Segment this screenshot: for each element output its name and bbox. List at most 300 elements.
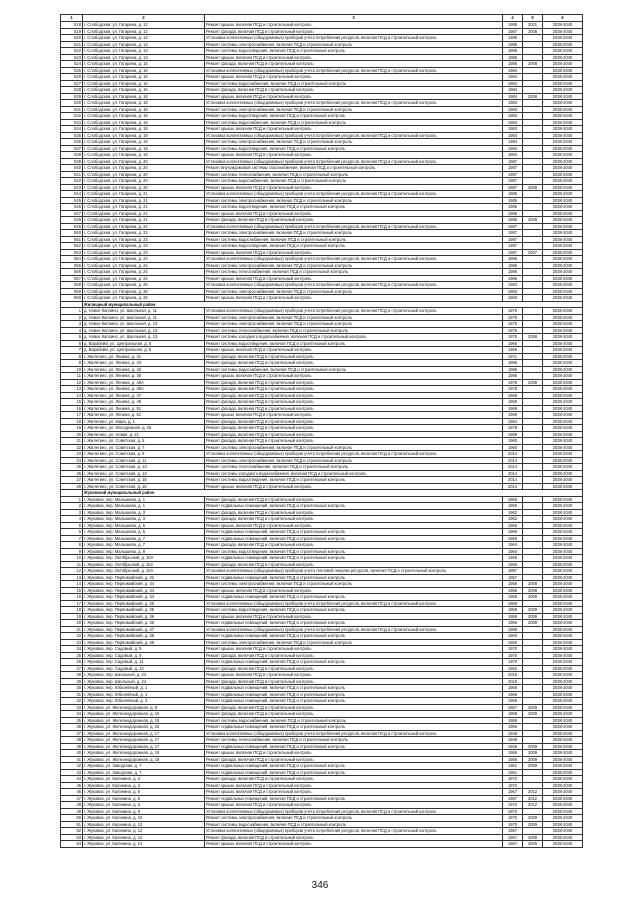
- year-built-cell: 1946: [503, 743, 523, 750]
- row-number: 540: [61, 165, 83, 172]
- planned-period-cell: 2038-2040: [543, 730, 583, 737]
- row-number: 25: [61, 652, 83, 659]
- last-repair-year-cell: 2009: [523, 704, 543, 711]
- year-built-cell: 1986: [503, 262, 523, 269]
- year-built-cell: 1987: [503, 243, 523, 250]
- work-type-cell: Ремонт фасада, включая ПСД и строительный контроль: [205, 386, 503, 393]
- planned-period-cell: 2038-2040: [543, 665, 583, 672]
- work-type-cell: Ремонт системы электроснабжения, включая ПСД и строительный контроль: [205, 581, 503, 588]
- planned-period-cell: 2038-2040: [543, 808, 583, 815]
- last-repair-year-cell: 2008: [523, 93, 543, 100]
- year-built-cell: 1959: [503, 717, 523, 724]
- year-built-cell: 1985: [503, 54, 523, 61]
- work-type-cell: Ремонт внутридомовой системы газоснабжения, включая ПСД и строительный контроль: [205, 165, 503, 172]
- work-type-cell: Ремонт крыши, включая ПСД и строительный контроль: [205, 74, 503, 81]
- last-repair-year-cell: 2008: [523, 334, 543, 341]
- row-number: 1: [61, 308, 83, 315]
- work-type-cell: Ремонт подвальных помещений, включая ПСД и строительный контроль: [205, 795, 503, 802]
- row-number: 538: [61, 152, 83, 159]
- year-built-cell: 1966: [503, 685, 523, 692]
- row-number: 546: [61, 204, 83, 211]
- address-cell: г. Жуковка, пер. Октябрьский, д. 10А: [83, 561, 205, 568]
- address-cell: г. Жуковка, пер. Первомайский, д. 32: [83, 574, 205, 581]
- planned-period-cell: 2038-2040: [543, 399, 583, 406]
- planned-period-cell: 2038-2040: [543, 678, 583, 685]
- address-cell: г. Слободская, ул. Гагарина, д. 23: [83, 243, 205, 250]
- address-cell: г. Слободская, ул. Гагарина, д. 21: [83, 204, 205, 211]
- work-type-cell: Ремонт системы водоснабжения, включая ПСД и строительный контроль: [205, 366, 503, 373]
- row-number: 528: [61, 87, 83, 94]
- year-built-cell: 1987: [503, 171, 523, 178]
- address-cell: г. Жуковка, ул. Заводская, д. 7: [83, 763, 205, 770]
- work-type-cell: Ремонт фасада, включая ПСД и строительный контроль: [205, 711, 503, 718]
- address-cell: г. Слободская, ул. Гагарина, д. 21: [83, 191, 205, 198]
- row-number: 525: [61, 67, 83, 74]
- row-number: 550: [61, 230, 83, 237]
- year-built-cell: 1955: [503, 581, 523, 588]
- address-cell: г. Слободская, ул. Гагарина, д. 20: [83, 178, 205, 185]
- work-type-cell: Ремонт подвальных помещений, включая ПСД и строительный контроль: [205, 620, 503, 627]
- planned-period-cell: 2038-2040: [543, 28, 583, 35]
- row-number: 39: [61, 743, 83, 750]
- row-number: 26: [61, 659, 83, 666]
- work-type-cell: Ремонт крыши, включая ПСД и строительный контроль: [205, 93, 503, 100]
- year-built-cell: 1985: [503, 41, 523, 48]
- address-cell: г. Жуковка, ул. Калинина, д. 6: [83, 802, 205, 809]
- address-cell: г. Слободская, ул. Гагарина, д. 18: [83, 126, 205, 133]
- planned-period-cell: 2038-2040: [543, 685, 583, 692]
- work-type-cell: Ремонт крыши, включая ПСД и строительный контроль: [205, 587, 503, 594]
- year-built-cell: 1984: [503, 67, 523, 74]
- work-type-cell: Ремонт подвальных помещений, включая ПСД и строительный контроль: [205, 743, 503, 750]
- address-cell: г. Жуковка, пер. Садовый, д. 11: [83, 659, 205, 666]
- address-cell: д. Новое Каплино, ул. Школьная, д. 11: [83, 314, 205, 321]
- address-cell: г. Слободская, ул. Гагарина, д. 22: [83, 230, 205, 237]
- row-number: 12: [61, 379, 83, 386]
- row-number: 554: [61, 256, 83, 263]
- work-type-cell: Ремонт фасада, включая ПСД и строительный контроль: [205, 87, 503, 94]
- work-type-cell: Ремонт системы электроснабжения, включая ПСД и строительный контроль: [205, 106, 503, 113]
- address-cell: г. Слободская, ул. Гагарина, д. 19: [83, 152, 205, 159]
- row-number: 19: [61, 613, 83, 620]
- work-type-cell: Ремонт фасада, включая ПСД и строительный контроль: [205, 379, 503, 386]
- year-built-cell: 1987: [503, 236, 523, 243]
- planned-period-cell: 2038-2040: [543, 509, 583, 516]
- address-cell: г. Слободская, ул. Гагарина, д. 13: [83, 54, 205, 61]
- planned-period-cell: 2038-2040: [543, 152, 583, 159]
- work-type-cell: Ремонт фасада, включая ПСД и строительный контроль: [205, 652, 503, 659]
- work-type-cell: Ремонт системы электроснабжения, включая ПСД и строительный контроль: [205, 262, 503, 269]
- address-cell: г. Жуковка, пер. Малышева, д. 9: [83, 548, 205, 555]
- planned-period-cell: 2038-2040: [543, 418, 583, 425]
- work-type-cell: Установка коллективных (общедомовых) приборов учета потребления ресурсов, включая ПСД и строительный контроль: [205, 808, 503, 815]
- planned-period-cell: 2038-2040: [543, 477, 583, 484]
- row-number: 529: [61, 93, 83, 100]
- row-number: 7: [61, 347, 83, 354]
- row-number: 51: [61, 821, 83, 828]
- address-cell: г. Слободская, ул. Гагарина, д. 24: [83, 269, 205, 276]
- work-type-cell: Ремонт системы электроснабжения, включая ПСД и строительный контроль: [205, 41, 503, 48]
- address-cell: г. Жуковка, ул. Калинина, д. 3: [83, 776, 205, 783]
- row-number: 534: [61, 126, 83, 133]
- work-type-cell: Ремонт системы электроснабжения, включая ПСД и строительный контроль: [205, 288, 503, 295]
- year-built-cell: 1966: [503, 561, 523, 568]
- planned-period-cell: 2038-2040: [543, 139, 583, 146]
- header-cell: 1: [61, 15, 83, 22]
- page-number: 346: [311, 880, 329, 891]
- row-number: 12: [61, 568, 83, 575]
- year-built-cell: 1959: [503, 724, 523, 731]
- address-cell: г. Жуковка, пер. Юбилейный, д. 1: [83, 685, 205, 692]
- year-built-cell: 2015: [503, 672, 523, 679]
- capital-repair-table: [60, 14, 583, 848]
- planned-period-cell: 2038-2040: [543, 22, 583, 29]
- row-number: 17: [61, 600, 83, 607]
- planned-period-cell: 2038-2040: [543, 223, 583, 230]
- address-cell: г. Жуковка, ул. Железнодорожная, д. 17: [83, 730, 205, 737]
- address-cell: г. Жуковка, пер. Малышева, д. 3: [83, 509, 205, 516]
- work-type-cell: Ремонт фасада, включая ПСД и строительный контроль: [205, 776, 503, 783]
- work-type-cell: Ремонт крыши, включая ПСД и строительный контроль: [205, 54, 503, 61]
- address-cell: г. Жуковка, пер. Школьный, д. 24: [83, 672, 205, 679]
- planned-period-cell: 2038-2040: [543, 386, 583, 393]
- work-type-cell: Ремонт крыши, включая ПСД и строительный контроль: [205, 347, 503, 354]
- address-cell: г. Жилетино, ул. Мира, д. 1: [83, 418, 205, 425]
- last-repair-year-cell: 2008: [523, 28, 543, 35]
- row-number: 22: [61, 633, 83, 640]
- year-built-cell: 1978: [503, 425, 523, 432]
- address-cell: г. Жуковка, ул. Железнодорожная, д. 15: [83, 717, 205, 724]
- planned-period-cell: 2038-2040: [543, 516, 583, 523]
- planned-period-cell: 2038-2040: [543, 464, 583, 471]
- row-number: 40: [61, 750, 83, 757]
- address-cell: г. Слободская, ул. Гагарина, д. 16: [83, 93, 205, 100]
- planned-period-cell: 2038-2040: [543, 717, 583, 724]
- planned-period-cell: 2038-2040: [543, 35, 583, 42]
- row-number: 532: [61, 113, 83, 120]
- work-type-cell: Ремонт крыши, включая ПСД и строительный контроль: [205, 152, 503, 159]
- address-cell: г. Жилетино, ул. Советская, д. 13: [83, 464, 205, 471]
- row-number: 5: [61, 522, 83, 529]
- work-type-cell: Ремонт крыши, включая ПСД и строительный контроль: [205, 782, 503, 789]
- planned-period-cell: 2038-2040: [543, 561, 583, 568]
- year-built-cell: 1970: [503, 821, 523, 828]
- planned-period-cell: 2038-2040: [543, 633, 583, 640]
- planned-period-cell: 2038-2040: [543, 834, 583, 841]
- year-built-cell: 1956: [503, 756, 523, 763]
- planned-period-cell: 2038-2040: [543, 425, 583, 432]
- year-built-cell: 1983: [503, 106, 523, 113]
- work-type-cell: Ремонт системы водоотведения, включая ПСД и строительный контроль: [205, 548, 503, 555]
- address-cell: д. Варабейкі, ул. Центральная, д. 5: [83, 340, 205, 347]
- address-cell: г. Слободская, ул. Гагарина, д. 18: [83, 113, 205, 120]
- row-number: 26: [61, 470, 83, 477]
- row-number: 6: [61, 340, 83, 347]
- row-number: 559: [61, 288, 83, 295]
- row-number: 30: [61, 685, 83, 692]
- year-built-cell: 2014: [503, 451, 523, 458]
- work-type-cell: Ремонт фасада, включая ПСД и строительный контроль: [205, 353, 503, 360]
- work-type-cell: Ремонт крыши, включая ПСД и строительный контроль: [205, 613, 503, 620]
- year-built-cell: 1985: [503, 48, 523, 55]
- address-cell: г. Слободская, ул. Гагарина, д. 23: [83, 249, 205, 256]
- year-built-cell: 1957: [503, 704, 523, 711]
- year-built-cell: 1966: [503, 529, 523, 536]
- year-built-cell: 1960: [503, 444, 523, 451]
- work-type-cell: Установка коллективных (общедомовых) приборов учета тепловой энергии ресурсов, включая ПСД и строительный контроль: [205, 568, 503, 575]
- planned-period-cell: 2038-2040: [543, 236, 583, 243]
- address-cell: г. Жуковка, пер. Юбилейный, д. 1: [83, 691, 205, 698]
- address-cell: г. Жуковка, пер. Первомайский, д. 34: [83, 594, 205, 601]
- address-cell: г. Слободская, ул. Гагарина, д. 19: [83, 132, 205, 139]
- year-built-cell: 1966: [503, 555, 523, 562]
- planned-period-cell: 2038-2040: [543, 314, 583, 321]
- address-cell: г. Жуковка, пер. Юбилейный, д. 3: [83, 698, 205, 705]
- address-cell: г. Жуковка, пер. Первомайский, д. 37: [83, 626, 205, 633]
- address-cell: г. Жуковка, пер. Октябрьский, д. 10А: [83, 568, 205, 575]
- row-number: 543: [61, 184, 83, 191]
- work-type-cell: Ремонт системы водоотведения, включая ПСД и строительный контроль: [205, 145, 503, 152]
- row-number: 523: [61, 54, 83, 61]
- last-repair-year-cell: 2009: [523, 750, 543, 757]
- work-type-cell: Ремонт системы водоотведения, включая ПСД и строительный контроль: [205, 48, 503, 55]
- last-repair-year-cell: 2012: [523, 789, 543, 796]
- address-cell: г. Жуковка, ул. Железнодорожная, д. 17: [83, 737, 205, 744]
- work-type-cell: Ремонт фасада, включая ПСД и строительный контроль: [205, 561, 503, 568]
- year-built-cell: 2014: [503, 477, 523, 484]
- work-type-cell: Ремонт фасада, включая ПСД и строительный контроль: [205, 425, 503, 432]
- planned-period-cell: 2038-2040: [543, 659, 583, 666]
- row-number: 518: [61, 22, 83, 29]
- last-repair-year-cell: 2012: [523, 802, 543, 809]
- work-type-cell: Ремонт фасада, включая ПСД и строительный контроль: [205, 678, 503, 685]
- year-built-cell: 1957: [503, 568, 523, 575]
- row-number: 16: [61, 405, 83, 412]
- row-number: 526: [61, 74, 83, 81]
- address-cell: г. Жуковка, ул. Калинина, д. 10: [83, 815, 205, 822]
- year-built-cell: 1987: [503, 223, 523, 230]
- row-number: 533: [61, 119, 83, 126]
- planned-period-cell: 2038-2040: [543, 269, 583, 276]
- row-number: 31: [61, 691, 83, 698]
- row-number: 4: [61, 516, 83, 523]
- planned-period-cell: 2038-2040: [543, 542, 583, 549]
- planned-period-cell: 2038-2040: [543, 366, 583, 373]
- header-row: [61, 15, 583, 22]
- year-built-cell: 2014: [503, 483, 523, 490]
- row-number: 557: [61, 275, 83, 282]
- address-cell: г. Жуковка, пер. Первомайский, д. 35: [83, 607, 205, 614]
- address-cell: г. Жилетино, ул. Ленина, д. 41: [83, 353, 205, 360]
- year-built-cell: 1970: [503, 659, 523, 666]
- row-number: 35: [61, 717, 83, 724]
- year-built-cell: 1970: [503, 808, 523, 815]
- work-type-cell: Установка коллективных (общедомовых) приборов учета потребления ресурсов, включая ПСД и строительный контроль: [205, 158, 503, 165]
- last-repair-year-cell: 2007: [523, 249, 543, 256]
- planned-period-cell: 2038-2040: [543, 93, 583, 100]
- address-cell: г. Жилетино, ул. Ленина, д. 45: [83, 373, 205, 380]
- address-cell: г. Слободская, ул. Гагарина, д. 25: [83, 288, 205, 295]
- address-cell: г. Жуковка, пер. Первомайский, д. 35: [83, 600, 205, 607]
- work-type-cell: Ремонт системы водоснабжения, включая ПСД и строительный контроль: [205, 119, 503, 126]
- row-number: 50: [61, 815, 83, 822]
- year-built-cell: 1975: [503, 334, 523, 341]
- planned-period-cell: 2038-2040: [543, 444, 583, 451]
- row-number: 36: [61, 724, 83, 731]
- work-type-cell: Установка коллективных (общедомовых) приборов учета потребления ресурсов, включая ПСД и строительный контроль: [205, 600, 503, 607]
- row-number: 8: [61, 353, 83, 360]
- address-cell: г. Слободская, ул. Гагарина, д. 20: [83, 171, 205, 178]
- row-number: 34: [61, 711, 83, 718]
- year-built-cell: 1985: [503, 61, 523, 68]
- year-built-cell: 1983: [503, 126, 523, 133]
- address-cell: г. Жуковка, пер. Садовый, д. 13: [83, 665, 205, 672]
- address-cell: г. Жилетино, ул. Ленина, д. 51: [83, 412, 205, 419]
- address-cell: г. Жуковка, ул. Калинина, д. 12: [83, 821, 205, 828]
- row-number: 4: [61, 327, 83, 334]
- last-repair-year-cell: 2009: [523, 743, 543, 750]
- row-number: 542: [61, 178, 83, 185]
- last-repair-year-cell: 2009: [523, 821, 543, 828]
- last-repair-year-cell: 2009: [523, 620, 543, 627]
- planned-period-cell: 2038-2040: [543, 581, 583, 588]
- work-type-cell: Ремонт подвальных помещений, включая ПСД и строительный контроль: [205, 633, 503, 640]
- header-cell: 6: [543, 15, 583, 22]
- row-number: 23: [61, 451, 83, 458]
- work-type-cell: Ремонт фасада, включая ПСД и строительный контроль: [205, 28, 503, 35]
- last-repair-year-cell: 2009: [523, 841, 543, 848]
- year-built-cell: 1969: [503, 412, 523, 419]
- row-number: 560: [61, 295, 83, 302]
- row-number: 552: [61, 243, 83, 250]
- address-cell: г. Слободская, ул. Гагарина, д. 25: [83, 295, 205, 302]
- row-number: 548: [61, 217, 83, 224]
- year-built-cell: 1961: [503, 763, 523, 770]
- row-number: 9: [61, 360, 83, 367]
- section-title: Жуковский муниципальный район: [83, 490, 583, 497]
- planned-period-cell: 2038-2040: [543, 243, 583, 250]
- address-cell: г. Жилетино, ул. Ленина, д. 45А: [83, 379, 205, 386]
- row-number: 23: [61, 639, 83, 646]
- planned-period-cell: 2038-2040: [543, 230, 583, 237]
- work-type-cell: Ремонт системы теплоснабжения, включая ПСД и строительный контроль: [205, 464, 503, 471]
- work-type-cell: Ремонт системы электроснабжения, включая ПСД и строительный контроль: [205, 457, 503, 464]
- year-built-cell: 1986: [503, 366, 523, 373]
- year-built-cell: 1986: [503, 360, 523, 367]
- work-type-cell: Ремонт фасада, включая ПСД и строительный контроль: [205, 516, 503, 523]
- work-type-cell: Ремонт подвальных помещений, включая ПСД и строительный контроль: [205, 594, 503, 601]
- work-type-cell: Ремонт системы водоотведения, включая ПСД и строительный контроль: [205, 340, 503, 347]
- row-number: 21: [61, 438, 83, 445]
- row-number: 558: [61, 282, 83, 289]
- address-cell: г. Жуковка, пер. Первомайский, д. 38: [83, 633, 205, 640]
- planned-period-cell: 2038-2040: [543, 210, 583, 217]
- row-number: 13: [61, 574, 83, 581]
- planned-period-cell: 2038-2040: [543, 607, 583, 614]
- header-cell: 4: [503, 15, 523, 22]
- year-built-cell: 1987: [503, 165, 523, 172]
- row-number: 8: [61, 542, 83, 549]
- work-type-cell: Ремонт крыши, включая ПСД и строительный контроль: [205, 483, 503, 490]
- year-built-cell: 1983: [503, 295, 523, 302]
- year-built-cell: 1975: [503, 308, 523, 315]
- planned-period-cell: 2038-2040: [543, 171, 583, 178]
- address-cell: г. Жилетино, ул. Советская, д. 11: [83, 457, 205, 464]
- year-built-cell: 1962: [503, 516, 523, 523]
- planned-period-cell: 2038-2040: [543, 841, 583, 848]
- planned-period-cell: 2038-2040: [543, 769, 583, 776]
- last-repair-year-cell: 2008: [523, 61, 543, 68]
- planned-period-cell: 2038-2040: [543, 126, 583, 133]
- row-number: 46: [61, 789, 83, 796]
- work-type-cell: Ремонт подвальных помещений, включая ПСД и строительный контроль: [205, 698, 503, 705]
- year-built-cell: 1964: [503, 418, 523, 425]
- last-repair-year-cell: 2009: [523, 711, 543, 718]
- year-built-cell: 1984: [503, 93, 523, 100]
- address-cell: г. Жуковка, ул. Железнодорожная, д. 19: [83, 756, 205, 763]
- year-built-cell: 1966: [503, 347, 523, 354]
- header-cell: 5: [523, 15, 543, 22]
- row-number: 527: [61, 80, 83, 87]
- address-cell: г. Жилетино, ул. Советская, д. 7: [83, 444, 205, 451]
- work-type-cell: Ремонт фасада, включая ПСД и строительный контроль: [205, 392, 503, 399]
- address-cell: г. Жилетино, ул. Ленина, д. 47: [83, 392, 205, 399]
- year-built-cell: 1967: [503, 834, 523, 841]
- row-number: 524: [61, 61, 83, 68]
- planned-period-cell: 2038-2040: [543, 802, 583, 809]
- planned-period-cell: 2038-2040: [543, 431, 583, 438]
- row-number: 16: [61, 594, 83, 601]
- work-type-cell: Установка коллективных (общедомовых) приборов учета потребления ресурсов, включая ПСД и строительный контроль: [205, 191, 503, 198]
- work-type-cell: Ремонт подвальных помещений, включая ПСД и строительный контроль: [205, 685, 503, 692]
- address-cell: г. Слободская, ул. Гагарина, д. 16: [83, 87, 205, 94]
- planned-period-cell: 2038-2040: [543, 750, 583, 757]
- row-number: 3: [61, 509, 83, 516]
- year-built-cell: 1983: [503, 100, 523, 107]
- work-type-cell: Установка коллективных (общедомовых) приборов учета потребления ресурсов, включая ПСД и строительный контроль: [205, 730, 503, 737]
- planned-period-cell: 2038-2040: [543, 815, 583, 822]
- work-type-cell: Ремонт фасада, включая ПСД и строительный контроль: [205, 418, 503, 425]
- row-number: 10: [61, 555, 83, 562]
- work-type-cell: Ремонт системы водоотведения, включая ПСД и строительный контроль: [205, 243, 503, 250]
- last-repair-year-cell: 2008: [523, 594, 543, 601]
- work-type-cell: Ремонт фасада, включая ПСД и строительный контроль: [205, 509, 503, 516]
- year-built-cell: 1986: [503, 269, 523, 276]
- planned-period-cell: 2038-2040: [543, 373, 583, 380]
- address-cell: г. Жилетино, ул. Советская, д. 15: [83, 483, 205, 490]
- year-built-cell: 2014: [503, 457, 523, 464]
- last-repair-year-cell: 2009: [523, 834, 543, 841]
- address-cell: г. Слободская, ул. Гагарина, д. 24: [83, 262, 205, 269]
- address-cell: д. Новое Каплино, ул. Школьная, д. 13: [83, 334, 205, 341]
- address-cell: г. Жуковка, ул. Железнодорожная, д. 10: [83, 711, 205, 718]
- last-repair-year-cell: 2009: [523, 815, 543, 822]
- planned-period-cell: 2038-2040: [543, 249, 583, 256]
- work-type-cell: Ремонт системы электроснабжения, включая ПСД и строительный контроль: [205, 197, 503, 204]
- row-number: 520: [61, 35, 83, 42]
- year-built-cell: 1983: [503, 288, 523, 295]
- row-number: 547: [61, 210, 83, 217]
- planned-period-cell: 2038-2040: [543, 574, 583, 581]
- planned-period-cell: 2038-2040: [543, 451, 583, 458]
- address-cell: г. Жилетино, ул. Ленина, д. 43: [83, 360, 205, 367]
- planned-period-cell: 2038-2040: [543, 275, 583, 282]
- last-repair-year-cell: 2008: [523, 581, 543, 588]
- planned-period-cell: 2038-2040: [543, 327, 583, 334]
- planned-period-cell: 2038-2040: [543, 438, 583, 445]
- planned-period-cell: 2038-2040: [543, 620, 583, 627]
- address-cell: г. Жилетино, ул. Ленина, д. 49: [83, 399, 205, 406]
